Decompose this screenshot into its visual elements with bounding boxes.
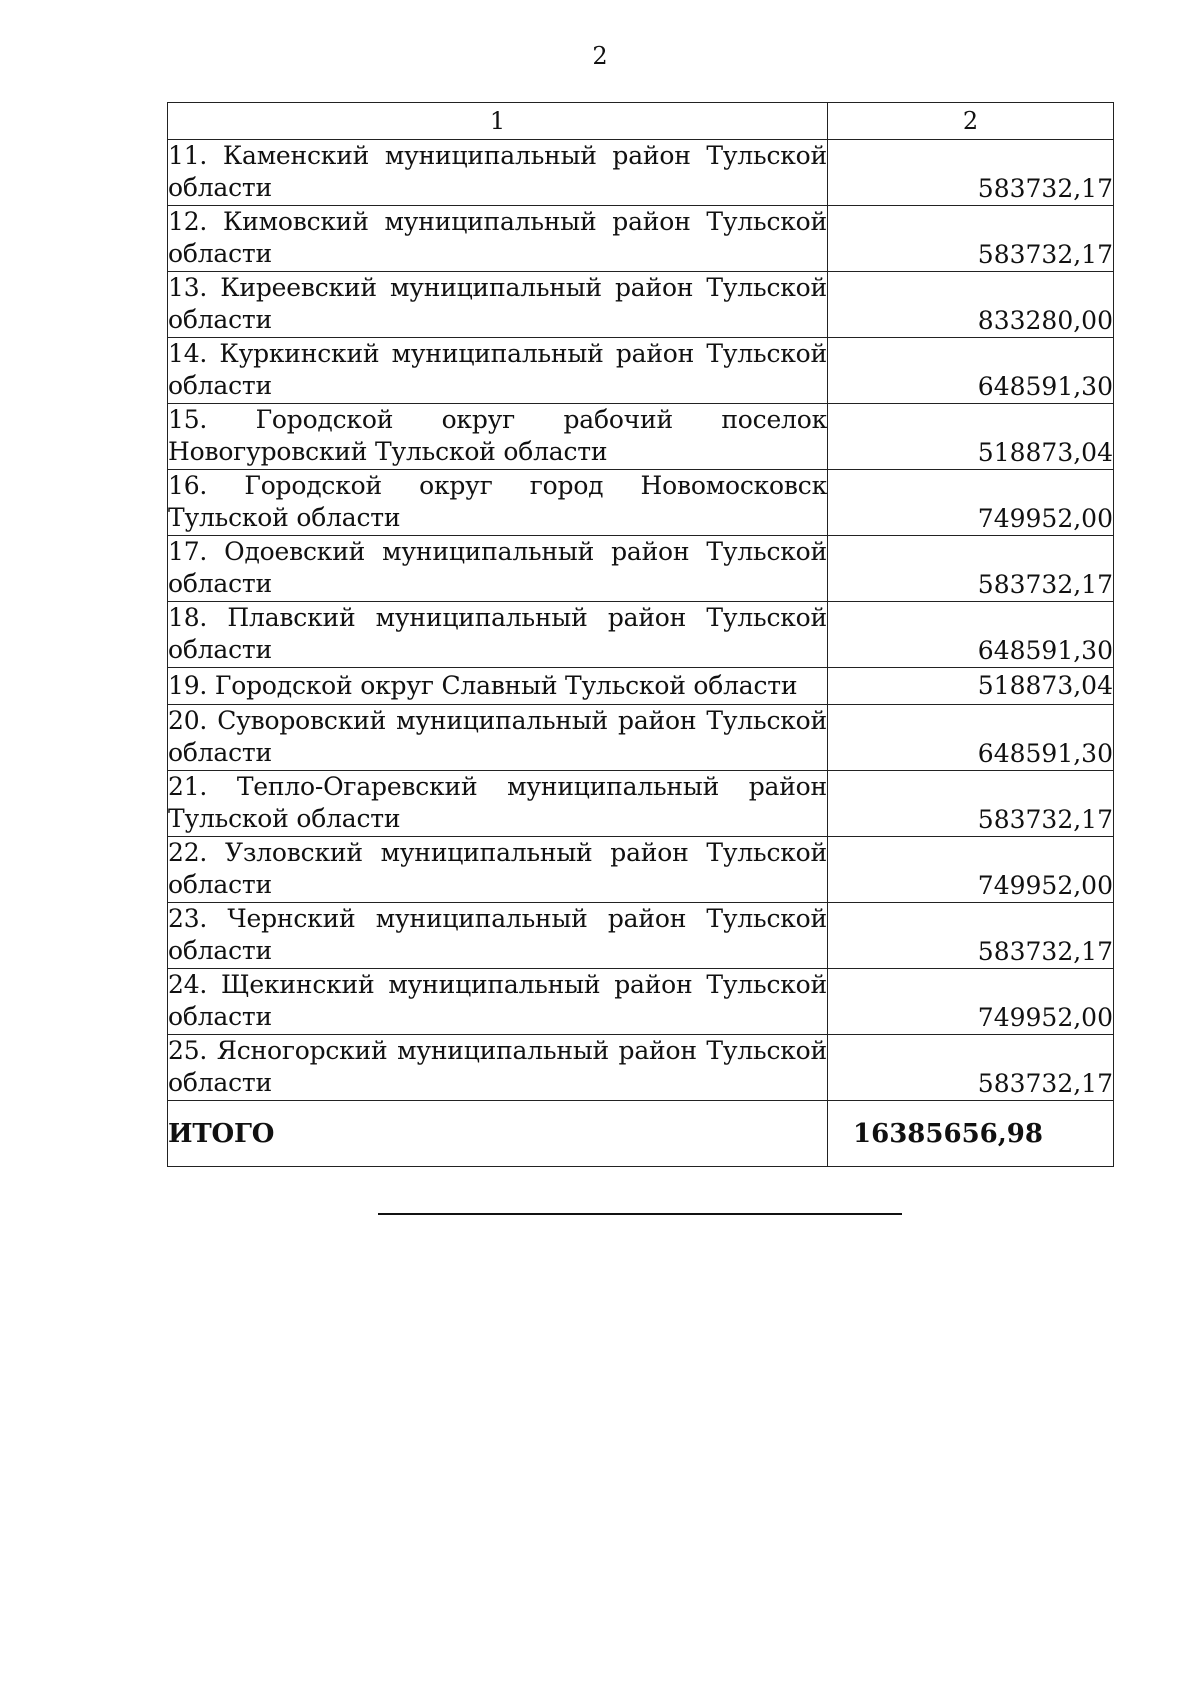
municipality-name: 11. Каменский муниципальный район Тульской области	[168, 140, 828, 206]
table-row	[168, 903, 1114, 969]
municipality-name: 15. Городской округ рабочий поселок Новогуровский Тульской области	[168, 404, 828, 470]
municipality-name: 16. Городской округ город Новомосковск Тульской области	[168, 470, 828, 536]
total-row	[168, 1101, 1114, 1167]
closing-divider-line	[378, 1213, 902, 1215]
municipality-name: 23. Чернский муниципальный район Тульской области	[168, 903, 828, 969]
table-row	[168, 705, 1114, 771]
municipality-name: 18. Плавский муниципальный район Тульской области	[168, 602, 828, 668]
page-number: 2	[592, 42, 608, 70]
table-row	[168, 668, 1114, 705]
table-row	[168, 206, 1114, 272]
allocation-amount: 749952,00	[828, 470, 1114, 536]
allocation-amount: 749952,00	[828, 837, 1114, 903]
municipality-name: 19. Городской округ Славный Тульской области	[168, 668, 828, 705]
municipality-name: 22. Узловский муниципальный район Тульской области	[168, 837, 828, 903]
table-row	[168, 602, 1114, 668]
allocation-amount: 648591,30	[828, 705, 1114, 771]
allocation-amount: 583732,17	[828, 1035, 1114, 1101]
table-row	[168, 536, 1114, 602]
table-row	[168, 470, 1114, 536]
total-amount: 16385656,98	[828, 1101, 1114, 1167]
municipality-name: 13. Киреевский муниципальный район Тульской области	[168, 272, 828, 338]
table-row	[168, 1035, 1114, 1101]
allocation-amount: 518873,04	[828, 404, 1114, 470]
allocation-amount: 648591,30	[828, 602, 1114, 668]
municipality-name: 21. Тепло-Огаревский муниципальный район Тульской области	[168, 771, 828, 837]
allocation-amount: 749952,00	[828, 969, 1114, 1035]
allocation-table	[167, 102, 1114, 1167]
total-label: ИТОГО	[168, 1101, 828, 1167]
table-row	[168, 338, 1114, 404]
column-header-1: 1	[168, 103, 828, 140]
allocation-amount: 648591,30	[828, 338, 1114, 404]
municipality-name: 25. Ясногорский муниципальный район Тульской области	[168, 1035, 828, 1101]
column-header-2: 2	[828, 103, 1114, 140]
table-row	[168, 404, 1114, 470]
table-row	[168, 837, 1114, 903]
table-row	[168, 140, 1114, 206]
allocation-amount: 583732,17	[828, 903, 1114, 969]
allocation-amount: 583732,17	[828, 206, 1114, 272]
allocation-amount: 833280,00	[828, 272, 1114, 338]
municipality-name: 20. Суворовский муниципальный район Тульской области	[168, 705, 828, 771]
allocation-amount: 583732,17	[828, 140, 1114, 206]
allocation-amount: 583732,17	[828, 771, 1114, 837]
table-row	[168, 969, 1114, 1035]
municipality-name: 14. Куркинский муниципальный район Тульской области	[168, 338, 828, 404]
table-header-row	[168, 103, 1114, 140]
table-row	[168, 771, 1114, 837]
municipality-name: 12. Кимовский муниципальный район Тульской области	[168, 206, 828, 272]
allocation-amount: 518873,04	[828, 668, 1114, 705]
municipality-name: 24. Щекинский муниципальный район Тульской области	[168, 969, 828, 1035]
allocation-amount: 583732,17	[828, 536, 1114, 602]
table-row	[168, 272, 1114, 338]
municipality-name: 17. Одоевский муниципальный район Тульской области	[168, 536, 828, 602]
